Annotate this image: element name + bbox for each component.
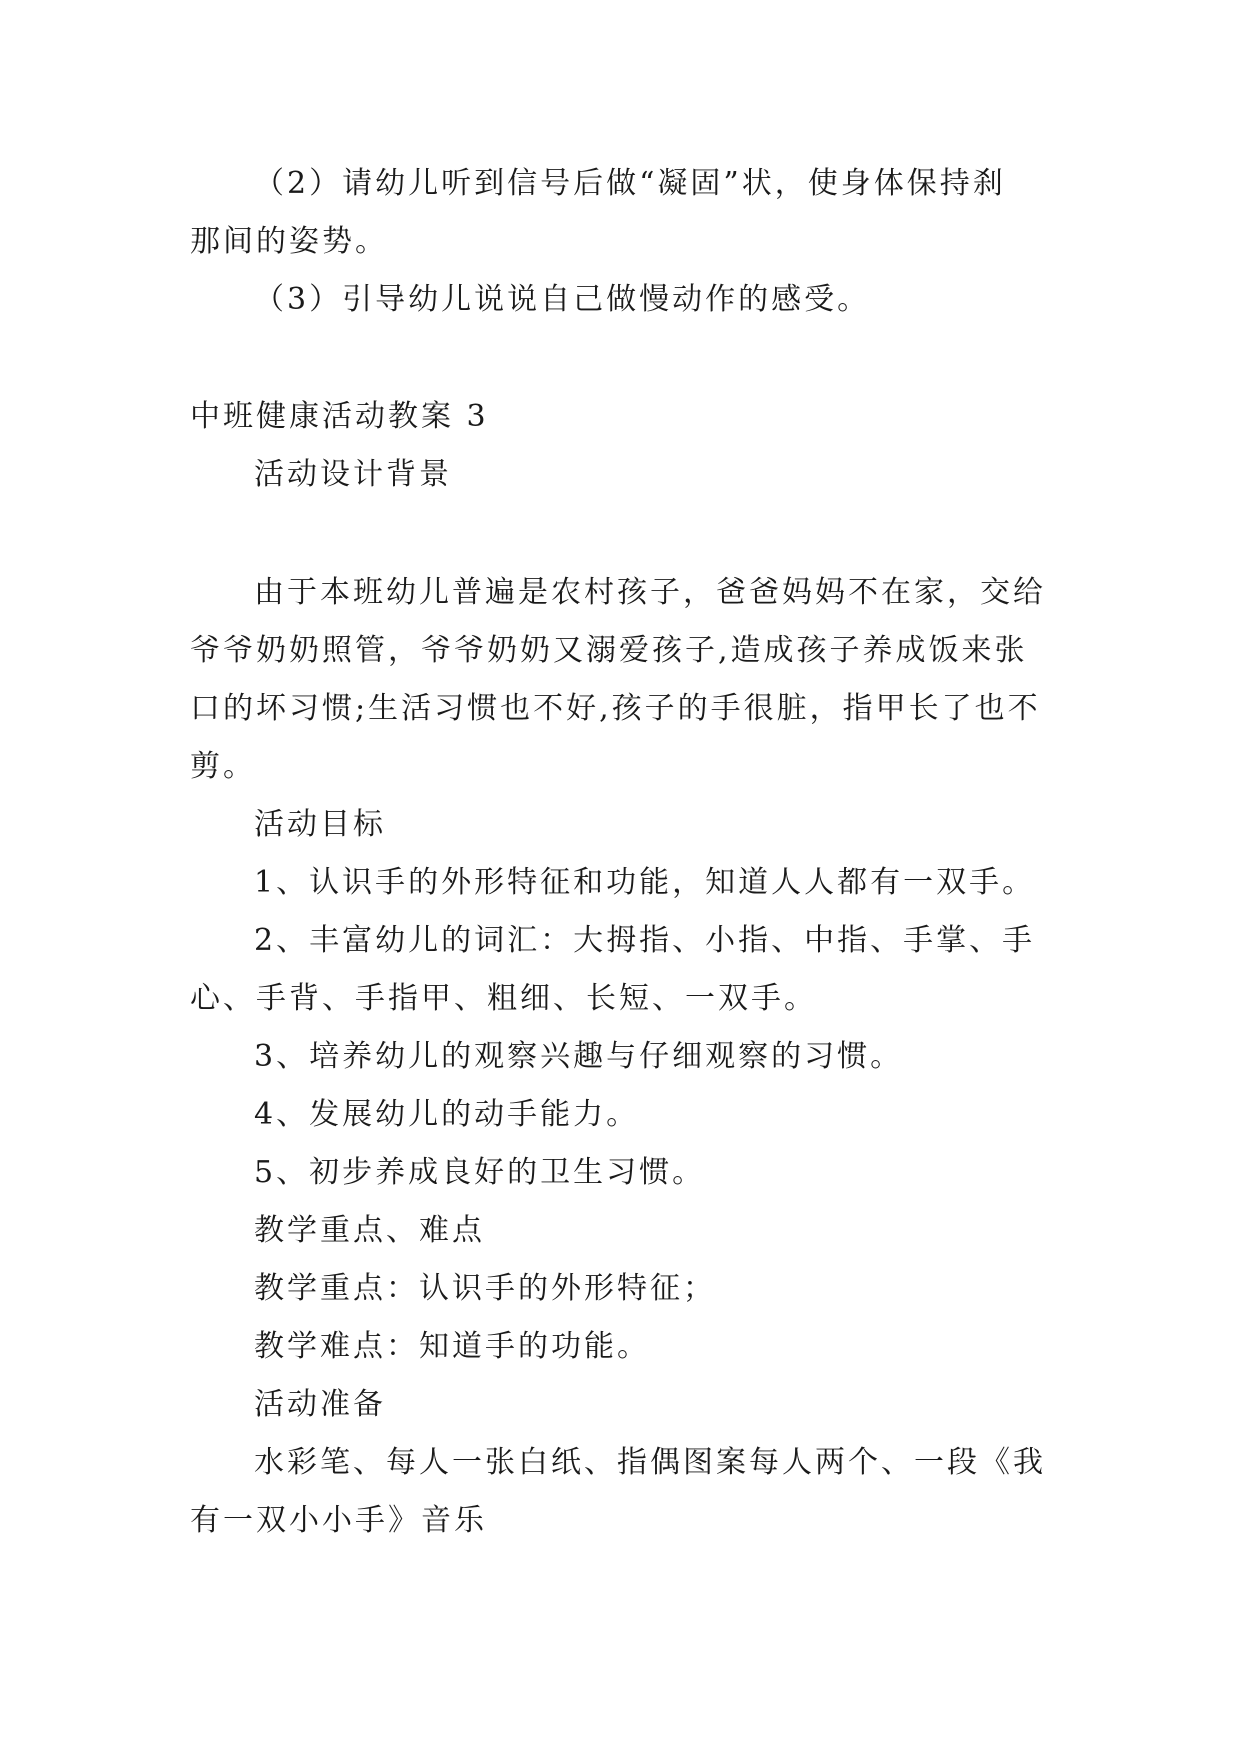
background-paragraph-line-1: 由于本班幼儿普遍是农村孩子，爸爸妈妈不在家，交给 — [254, 575, 1046, 610]
goal-2-line-1: 2、丰富幼儿的词汇：大拇指、小指、中指、手掌、手 — [254, 923, 1036, 958]
background-paragraph-line-4: 剪。 — [190, 749, 256, 784]
step-3: （3）引导幼儿说说自己做慢动作的感受。 — [254, 282, 871, 317]
step-2-line-2: 那间的姿势。 — [190, 224, 388, 259]
goal-2-line-2: 心、手背、手指甲、粗细、长短、一双手。 — [190, 981, 817, 1016]
heading-key-points: 教学重点、难点 — [254, 1213, 485, 1248]
goal-1: 1、认识手的外形特征和功能，知道人人都有一双手。 — [254, 865, 1036, 900]
heading-goals: 活动目标 — [254, 807, 386, 842]
preparation-line-2: 有一双小小手》音乐 — [190, 1503, 487, 1538]
preparation-line-1: 水彩笔、每人一张白纸、指偶图案每人两个、一段《我 — [254, 1445, 1046, 1480]
heading-preparation: 活动准备 — [254, 1387, 386, 1422]
goal-5: 5、初步养成良好的卫生习惯。 — [254, 1155, 706, 1190]
heading-design-background: 活动设计背景 — [254, 457, 452, 492]
goal-3: 3、培养幼儿的观察兴趣与仔细观察的习惯。 — [254, 1039, 904, 1074]
goal-4: 4、发展幼儿的动手能力。 — [254, 1097, 640, 1132]
difficult-point: 教学难点：知道手的功能。 — [254, 1329, 650, 1364]
step-2-line-1: （2）请幼儿听到信号后做“凝固”状，使身体保持刹 — [254, 166, 1006, 201]
background-paragraph-line-2: 爷爷奶奶照管，爷爷奶奶又溺爱孩子,造成孩子养成饭来张 — [190, 633, 1028, 668]
key-point: 教学重点：认识手的外形特征； — [254, 1271, 716, 1306]
section-title: 中班健康活动教案 3 — [190, 399, 489, 434]
background-paragraph-line-3: 口的坏习惯;生活习惯也不好,孩子的手很脏，指甲长了也不 — [190, 691, 1041, 726]
